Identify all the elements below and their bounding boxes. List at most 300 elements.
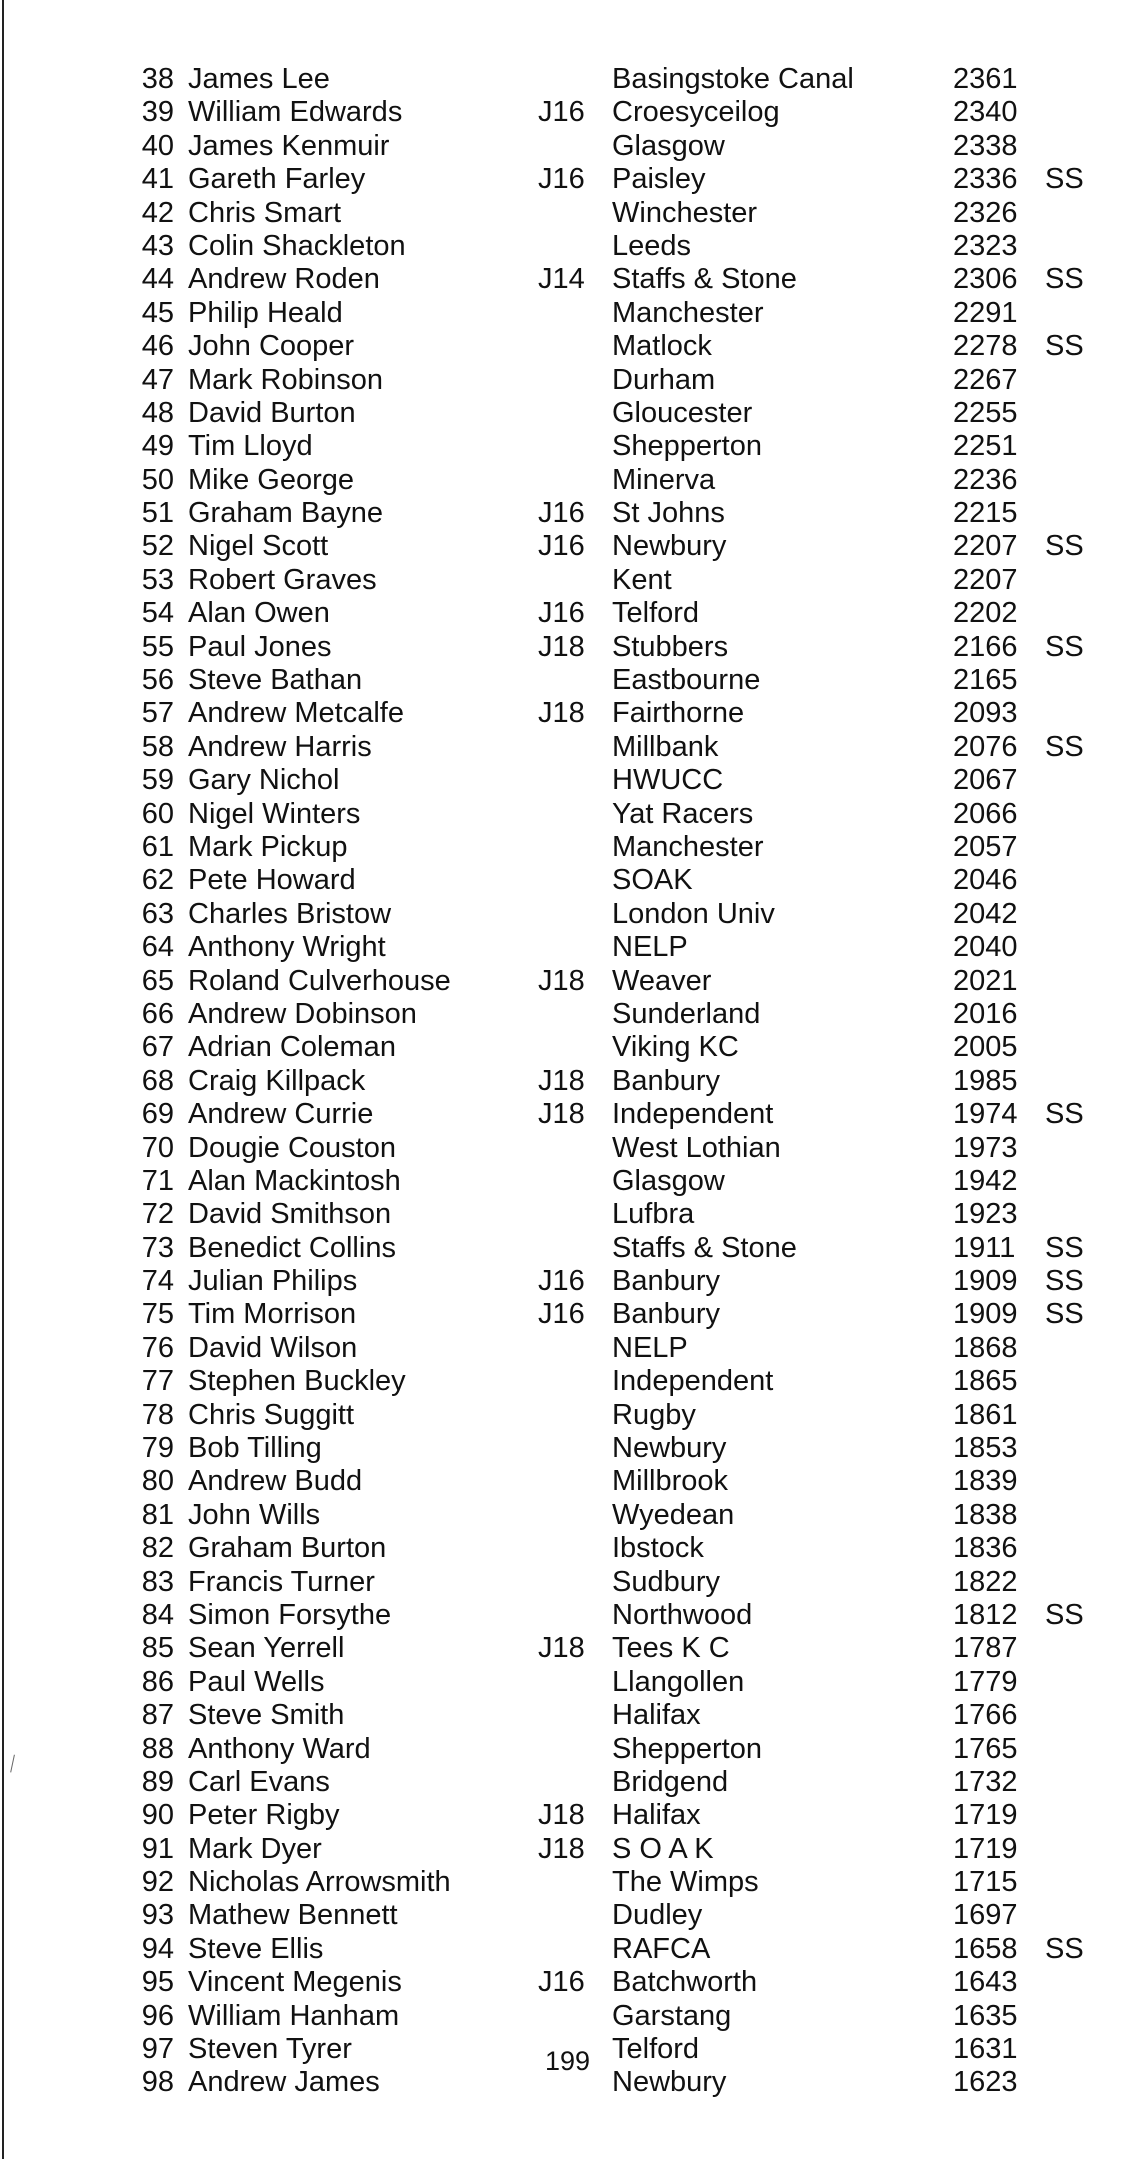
- score-value: 1839: [953, 1465, 1018, 1498]
- competitor-name: Mark Dyer: [188, 1832, 322, 1865]
- club-name: Northwood: [612, 1598, 753, 1631]
- result-row: [0, 197, 1135, 230]
- club-name: Staffs & Stone: [612, 1231, 797, 1264]
- club-name: Minerva: [612, 463, 716, 496]
- result-row: [0, 1532, 1135, 1565]
- competitor-name: James Lee: [188, 63, 330, 95]
- score-value: 2005: [953, 1031, 1018, 1064]
- club-name: HWUCC: [612, 764, 724, 797]
- page-number: 199: [544, 2046, 591, 2076]
- class-code: J18: [538, 1799, 585, 1832]
- position-number: 65: [141, 964, 174, 997]
- competitor-name: Graham Burton: [188, 1532, 387, 1565]
- class-code: J16: [538, 163, 585, 196]
- score-value: 2076: [953, 730, 1018, 763]
- score-value: 2326: [953, 196, 1018, 229]
- club-name: Wyedean: [612, 1498, 735, 1531]
- result-row: [0, 998, 1135, 1031]
- position-number: 57: [141, 697, 174, 730]
- result-row: [0, 1198, 1135, 1231]
- score-value: 1973: [953, 1131, 1018, 1164]
- score-value: 1868: [953, 1331, 1018, 1364]
- score-value: 2278: [953, 330, 1018, 363]
- position-number: 40: [141, 129, 174, 162]
- score-value: 1942: [953, 1164, 1018, 1197]
- club-name: Ibstock: [612, 1532, 704, 1565]
- result-row: [0, 764, 1135, 797]
- competitor-name: Andrew Harris: [188, 730, 372, 763]
- ss-marker: SS: [1045, 1231, 1084, 1264]
- club-name: Shepperton: [612, 1732, 762, 1765]
- position-number: 75: [141, 1298, 174, 1331]
- result-row: [0, 1599, 1135, 1632]
- score-value: 1623: [953, 2066, 1018, 2099]
- competitor-name: Dougie Couston: [188, 1131, 396, 1164]
- result-row: [0, 1799, 1135, 1832]
- position-number: 86: [141, 1665, 174, 1698]
- position-number: 91: [141, 1832, 174, 1865]
- position-number: 61: [141, 830, 174, 863]
- result-row: [0, 130, 1135, 163]
- club-name: Manchester: [612, 830, 764, 863]
- class-code: J18: [538, 630, 585, 663]
- position-number: 85: [141, 1632, 174, 1665]
- competitor-name: Andrew Dobinson: [188, 997, 417, 1030]
- score-value: 1643: [953, 1966, 1018, 1999]
- club-name: Paisley: [612, 163, 706, 196]
- club-name: Halifax: [612, 1699, 701, 1732]
- position-number: 84: [141, 1598, 174, 1631]
- ss-marker: SS: [1045, 630, 1084, 663]
- class-code: J18: [538, 1832, 585, 1865]
- position-number: 52: [141, 530, 174, 563]
- score-value: 1779: [953, 1665, 1018, 1698]
- score-value: 2336: [953, 163, 1018, 196]
- competitor-name: Benedict Collins: [188, 1231, 396, 1264]
- club-name: Newbury: [612, 1432, 727, 1465]
- club-name: London Univ: [612, 897, 775, 930]
- position-number: 53: [141, 563, 174, 596]
- competitor-name: Nigel Winters: [188, 797, 361, 830]
- competitor-name: Chris Smart: [188, 196, 342, 229]
- score-value: 2207: [953, 563, 1018, 596]
- competitor-name: Anthony Wright: [188, 931, 386, 964]
- position-number: 49: [141, 430, 174, 463]
- competitor-name: Andrew Roden: [188, 263, 380, 296]
- result-row: [0, 1065, 1135, 1098]
- club-name: Bridgend: [612, 1765, 729, 1798]
- competitor-name: Simon Forsythe: [188, 1598, 392, 1631]
- competitor-name: William Edwards: [188, 96, 403, 129]
- class-code: J16: [538, 530, 585, 563]
- result-row: [0, 1933, 1135, 1966]
- club-name: RAFCA: [612, 1932, 711, 1965]
- position-number: 88: [141, 1732, 174, 1765]
- competitor-name: Bob Tilling: [188, 1432, 322, 1465]
- score-value: 1909: [953, 1298, 1018, 1331]
- score-value: 1635: [953, 1999, 1018, 2032]
- class-code: J16: [538, 497, 585, 530]
- score-value: 2306: [953, 263, 1018, 296]
- result-row: [0, 530, 1135, 563]
- competitor-name: Stephen Buckley: [188, 1365, 406, 1398]
- competitor-name: Andrew Currie: [188, 1098, 374, 1131]
- position-number: 41: [141, 163, 174, 196]
- class-code: J16: [538, 597, 585, 630]
- position-number: 80: [141, 1465, 174, 1498]
- club-name: West Lothian: [612, 1131, 781, 1164]
- score-value: 1812: [953, 1598, 1018, 1631]
- result-row: [0, 96, 1135, 129]
- position-number: 87: [141, 1699, 174, 1732]
- competitor-name: Pete Howard: [188, 864, 356, 897]
- score-value: 2021: [953, 964, 1018, 997]
- position-number: 46: [141, 330, 174, 363]
- score-value: 1822: [953, 1565, 1018, 1598]
- position-number: 43: [141, 229, 174, 262]
- result-row: [0, 1332, 1135, 1365]
- results-list: [0, 63, 1135, 2100]
- result-row: [0, 597, 1135, 630]
- result-row: [0, 1165, 1135, 1198]
- club-name: Yat Racers: [612, 797, 754, 830]
- club-name: Millbrook: [612, 1465, 729, 1498]
- result-row: [0, 1699, 1135, 1732]
- competitor-name: Francis Turner: [188, 1565, 375, 1598]
- class-code: J18: [538, 964, 585, 997]
- club-name: Gloucester: [612, 396, 753, 429]
- score-value: 2323: [953, 229, 1018, 262]
- score-value: 1787: [953, 1632, 1018, 1665]
- score-value: 1836: [953, 1532, 1018, 1565]
- competitor-name: Julian Philips: [188, 1265, 358, 1298]
- result-row: [0, 364, 1135, 397]
- class-code: J16: [538, 1298, 585, 1331]
- result-row: [0, 898, 1135, 931]
- competitor-name: Steven Tyrer: [188, 2033, 352, 2066]
- competitor-name: Graham Bayne: [188, 497, 384, 530]
- position-number: 73: [141, 1231, 174, 1264]
- club-name: Rugby: [612, 1398, 696, 1431]
- club-name: Millbank: [612, 730, 719, 763]
- position-number: 90: [141, 1799, 174, 1832]
- score-value: 1865: [953, 1365, 1018, 1398]
- score-value: 1974: [953, 1098, 1018, 1131]
- position-number: 39: [141, 96, 174, 129]
- competitor-name: Anthony Ward: [188, 1732, 371, 1765]
- position-number: 47: [141, 363, 174, 396]
- club-name: Lufbra: [612, 1198, 695, 1231]
- club-name: Independent: [612, 1365, 774, 1398]
- result-row: [0, 230, 1135, 263]
- competitor-name: Alan Owen: [188, 597, 330, 630]
- position-number: 59: [141, 764, 174, 797]
- score-value: 1838: [953, 1498, 1018, 1531]
- position-number: 96: [141, 1999, 174, 2032]
- result-row: [0, 631, 1135, 664]
- competitor-name: Steve Smith: [188, 1699, 345, 1732]
- club-name: Dudley: [612, 1899, 703, 1932]
- result-row: [0, 1566, 1135, 1599]
- page-edge-tick: [2, 0, 10, 14]
- club-name: Banbury: [612, 1064, 721, 1097]
- club-name: Garstang: [612, 1999, 732, 2032]
- ss-marker: SS: [1045, 530, 1084, 563]
- result-row: [0, 1265, 1135, 1298]
- result-row: [0, 163, 1135, 196]
- club-name: Halifax: [612, 1799, 701, 1832]
- competitor-name: Peter Rigby: [188, 1799, 340, 1832]
- position-number: 69: [141, 1098, 174, 1131]
- club-name: Manchester: [612, 296, 764, 329]
- club-name: Leeds: [612, 229, 692, 262]
- competitor-name: Tim Morrison: [188, 1298, 357, 1331]
- score-value: 1719: [953, 1832, 1018, 1865]
- club-name: Sudbury: [612, 1565, 721, 1598]
- competitor-name: Paul Wells: [188, 1665, 325, 1698]
- score-value: 2340: [953, 96, 1018, 129]
- result-row: [0, 263, 1135, 296]
- score-value: 1765: [953, 1732, 1018, 1765]
- ss-marker: SS: [1045, 730, 1084, 763]
- score-value: 2042: [953, 897, 1018, 930]
- result-row: [0, 1132, 1135, 1165]
- club-name: Staffs & Stone: [612, 263, 797, 296]
- club-name: Fairthorne: [612, 697, 745, 730]
- position-number: 51: [141, 497, 174, 530]
- competitor-name: Paul Jones: [188, 630, 332, 663]
- ss-marker: SS: [1045, 1298, 1084, 1331]
- score-value: 1766: [953, 1699, 1018, 1732]
- position-number: 70: [141, 1131, 174, 1164]
- result-row: [0, 430, 1135, 463]
- position-number: 58: [141, 730, 174, 763]
- position-number: 68: [141, 1064, 174, 1097]
- result-row: [0, 1432, 1135, 1465]
- ss-marker: SS: [1045, 163, 1084, 196]
- result-row: [0, 1899, 1135, 1932]
- competitor-name: James Kenmuir: [188, 129, 390, 162]
- result-row: [0, 965, 1135, 998]
- result-row: [0, 1298, 1135, 1331]
- competitor-name: Steve Ellis: [188, 1932, 324, 1965]
- score-value: 2215: [953, 497, 1018, 530]
- competitor-name: Carl Evans: [188, 1765, 330, 1798]
- class-code: J14: [538, 263, 585, 296]
- result-row: [0, 2000, 1135, 2033]
- club-name: Tees K C: [612, 1632, 730, 1665]
- club-name: Kent: [612, 563, 672, 596]
- club-name: Telford: [612, 2033, 700, 2066]
- competitor-name: John Wills: [188, 1498, 321, 1531]
- result-row: [0, 464, 1135, 497]
- position-number: 81: [141, 1498, 174, 1531]
- position-number: 98: [141, 2066, 174, 2099]
- club-name: Eastbourne: [612, 664, 761, 697]
- result-row: [0, 664, 1135, 697]
- score-value: 1985: [953, 1064, 1018, 1097]
- competitor-name: Sean Yerrell: [188, 1632, 345, 1665]
- score-value: 2165: [953, 664, 1018, 697]
- result-row: [0, 1833, 1135, 1866]
- score-value: 1911: [953, 1231, 1016, 1264]
- position-number: 55: [141, 630, 174, 663]
- competitor-name: David Wilson: [188, 1331, 358, 1364]
- competitor-name: David Burton: [188, 396, 356, 429]
- club-name: Glasgow: [612, 1164, 725, 1197]
- club-name: Newbury: [612, 530, 727, 563]
- score-value: 1697: [953, 1899, 1018, 1932]
- club-name: Banbury: [612, 1298, 721, 1331]
- result-row: [0, 397, 1135, 430]
- competitor-name: Tim Lloyd: [188, 430, 313, 463]
- position-number: 77: [141, 1365, 174, 1398]
- position-number: 93: [141, 1899, 174, 1932]
- result-row: [0, 63, 1135, 96]
- competitor-name: David Smithson: [188, 1198, 392, 1231]
- competitor-name: Colin Shackleton: [188, 229, 406, 262]
- result-row: [0, 798, 1135, 831]
- competitor-name: Philip Heald: [188, 296, 343, 329]
- position-number: 63: [141, 897, 174, 930]
- competitor-name: Charles Bristow: [188, 897, 392, 930]
- position-number: 44: [141, 263, 174, 296]
- competitor-name: Roland Culverhouse: [188, 964, 451, 997]
- competitor-name: Mark Pickup: [188, 830, 348, 863]
- result-row: [0, 931, 1135, 964]
- position-number: 94: [141, 1932, 174, 1965]
- competitor-name: Nigel Scott: [188, 530, 329, 563]
- club-name: The Wimps: [612, 1866, 759, 1899]
- position-number: 72: [141, 1198, 174, 1231]
- club-name: Matlock: [612, 330, 712, 363]
- competitor-name: Mike George: [188, 463, 355, 496]
- result-row: [0, 731, 1135, 764]
- position-number: 42: [141, 196, 174, 229]
- competitor-name: Andrew Metcalfe: [188, 697, 404, 730]
- club-name: Llangollen: [612, 1665, 745, 1698]
- score-value: 1732: [953, 1765, 1018, 1798]
- result-row: [0, 1632, 1135, 1665]
- result-row: [0, 1365, 1135, 1398]
- result-row: [0, 831, 1135, 864]
- score-value: 2207: [953, 530, 1018, 563]
- result-row: [0, 1966, 1135, 1999]
- competitor-name: Steve Bathan: [188, 664, 363, 697]
- position-number: 64: [141, 931, 174, 964]
- position-number: 83: [141, 1565, 174, 1598]
- score-value: 2046: [953, 864, 1018, 897]
- score-value: 2236: [953, 463, 1018, 496]
- competitor-name: Gary Nichol: [188, 764, 340, 797]
- result-row: [0, 1031, 1135, 1064]
- score-value: 2166: [953, 630, 1018, 663]
- club-name: Sunderland: [612, 997, 761, 1030]
- score-value: 2267: [953, 363, 1018, 396]
- club-name: Banbury: [612, 1265, 721, 1298]
- club-name: Viking KC: [612, 1031, 739, 1064]
- club-name: Croesyceilog: [612, 96, 780, 129]
- competitor-name: Adrian Coleman: [188, 1031, 396, 1064]
- position-number: 50: [141, 463, 174, 496]
- class-code: J18: [538, 697, 585, 730]
- competitor-name: Mathew Bennett: [188, 1899, 398, 1932]
- result-row: [0, 297, 1135, 330]
- competitor-name: William Hanham: [188, 1999, 400, 2032]
- competitor-name: Andrew James: [188, 2066, 380, 2099]
- competitor-name: Alan Mackintosh: [188, 1164, 401, 1197]
- position-number: 45: [141, 296, 174, 329]
- score-value: 2338: [953, 129, 1018, 162]
- result-row: [0, 1399, 1135, 1432]
- club-name: Weaver: [612, 964, 712, 997]
- ss-marker: SS: [1045, 1598, 1084, 1631]
- position-number: 92: [141, 1866, 174, 1899]
- position-number: 62: [141, 864, 174, 897]
- club-name: Glasgow: [612, 129, 725, 162]
- club-name: Telford: [612, 597, 700, 630]
- competitor-name: Nicholas Arrowsmith: [188, 1866, 451, 1899]
- score-value: 2066: [953, 797, 1018, 830]
- club-name: Durham: [612, 363, 716, 396]
- result-row: [0, 1766, 1135, 1799]
- club-name: Batchworth: [612, 1966, 758, 1999]
- club-name: Shepperton: [612, 430, 762, 463]
- position-number: 38: [141, 63, 174, 95]
- competitor-name: Vincent Megenis: [188, 1966, 402, 1999]
- result-row: [0, 1666, 1135, 1699]
- score-value: 1909: [953, 1265, 1018, 1298]
- club-name: NELP: [612, 931, 688, 964]
- score-value: 1719: [953, 1799, 1018, 1832]
- class-code: J16: [538, 1265, 585, 1298]
- competitor-name: Chris Suggitt: [188, 1398, 355, 1431]
- competitor-name: John Cooper: [188, 330, 355, 363]
- score-value: 2067: [953, 764, 1018, 797]
- club-name: Basingstoke Canal: [612, 63, 854, 95]
- position-number: 95: [141, 1966, 174, 1999]
- position-number: 78: [141, 1398, 174, 1431]
- score-value: 1923: [953, 1198, 1018, 1231]
- result-row: [0, 864, 1135, 897]
- club-name: Winchester: [612, 196, 758, 229]
- result-row: [0, 564, 1135, 597]
- score-value: 2251: [953, 430, 1018, 463]
- position-number: 89: [141, 1765, 174, 1798]
- position-number: 56: [141, 664, 174, 697]
- position-number: 82: [141, 1532, 174, 1565]
- score-value: 2361: [953, 63, 1018, 95]
- club-name: Stubbers: [612, 630, 729, 663]
- result-row: [0, 330, 1135, 363]
- result-row: [0, 1733, 1135, 1766]
- position-number: 66: [141, 997, 174, 1030]
- club-name: SOAK: [612, 864, 693, 897]
- result-row: [0, 1232, 1135, 1265]
- result-row: [0, 497, 1135, 530]
- position-number: 79: [141, 1432, 174, 1465]
- score-value: 2016: [953, 997, 1018, 1030]
- ss-marker: SS: [1045, 263, 1084, 296]
- result-row: [0, 1499, 1135, 1532]
- position-number: 48: [141, 396, 174, 429]
- club-name: S O A K: [612, 1832, 714, 1865]
- competitor-name: Robert Graves: [188, 563, 377, 596]
- score-value: 2291: [953, 296, 1018, 329]
- club-name: Independent: [612, 1098, 774, 1131]
- class-code: J18: [538, 1064, 585, 1097]
- position-number: 60: [141, 797, 174, 830]
